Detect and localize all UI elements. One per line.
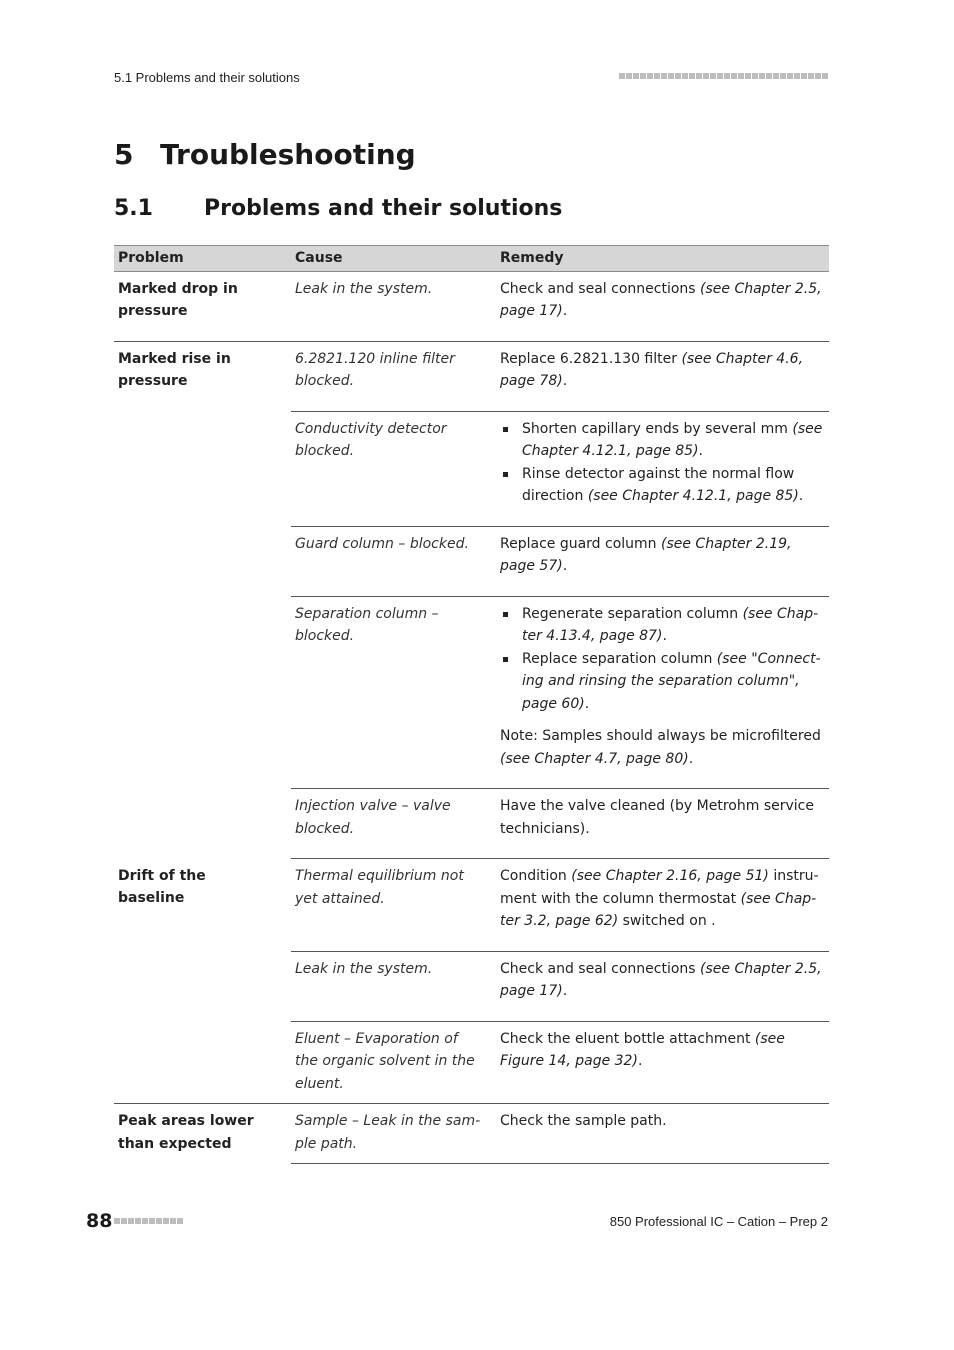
remedy-text: Regenerate separation column bbox=[522, 605, 743, 622]
cause-cell: Guard column – blocked. bbox=[291, 526, 496, 596]
remedy-cell bbox=[496, 411, 829, 526]
remedy-text: Condition bbox=[500, 868, 572, 884]
remedy-note bbox=[500, 725, 825, 770]
cause-cell: Conductivity detector blocked. bbox=[291, 411, 496, 526]
remedy-cell bbox=[496, 596, 829, 789]
remedy-cell bbox=[496, 859, 829, 952]
chapter-number: 5 bbox=[114, 138, 134, 171]
cause-cell: Separation column – blocked. bbox=[291, 596, 496, 789]
remedy-cell bbox=[496, 951, 829, 1021]
list-item bbox=[500, 603, 825, 648]
table-row bbox=[114, 859, 829, 952]
cause-cell: Injection valve – valve blocked. bbox=[291, 789, 496, 859]
cause-cell: Leak in the system. bbox=[291, 951, 496, 1021]
footer-product-name: 850 Professional IC – Cation – Prep 2 bbox=[609, 1214, 828, 1229]
remedy-end: . bbox=[637, 1053, 643, 1069]
problem-text: Drift of the baseline bbox=[118, 867, 206, 906]
problem-cell bbox=[114, 341, 291, 859]
remedy-cell: Have the valve cleaned (by Metrohm service technicians). bbox=[496, 789, 829, 859]
remedy-end: . bbox=[662, 628, 667, 644]
section-number: 5.1 bbox=[114, 196, 153, 221]
remedy-end: . bbox=[562, 558, 568, 574]
footer-decorative-squares bbox=[114, 1218, 183, 1224]
chapter-reference: (see Chapter 2.19, page 57) bbox=[500, 535, 792, 574]
remedy-end: . bbox=[584, 695, 590, 712]
chapter-reference: (see Chapter 2.16, page 51) bbox=[571, 868, 769, 884]
remedy-text: Replace separation column bbox=[522, 650, 717, 667]
remedy-cell bbox=[496, 1021, 829, 1104]
cause-cell: Eluent – Evaporation of the organic solvent in the eluent. bbox=[291, 1021, 496, 1104]
remedy-text: Replace 6.2821.130 filter bbox=[500, 350, 682, 367]
remedy-text: Rinse detector against the normal flow direction bbox=[522, 465, 795, 504]
remedy-cell bbox=[496, 271, 829, 341]
cause-cell: Thermal equilibrium not yet attained. bbox=[291, 859, 496, 952]
chapter-reference: (see Chapter 4.6, page 78) bbox=[500, 350, 804, 389]
running-header-title: 5.1 Problems and their solutions bbox=[114, 70, 300, 85]
remedy-end: . bbox=[562, 303, 568, 319]
remedy-cell bbox=[496, 341, 829, 411]
list-item bbox=[500, 648, 825, 716]
problem-cell: Marked drop in pressure bbox=[114, 271, 291, 341]
header-cause: Cause bbox=[291, 246, 496, 272]
problem-cell: Peak areas lower than expected bbox=[118, 1113, 254, 1152]
remedy-text: Check the eluent bottle attachment bbox=[500, 1030, 755, 1047]
header-decorative-squares bbox=[619, 73, 828, 79]
chapter-reference: (see Chapter 4.13.4, page 87) bbox=[522, 605, 819, 644]
section-title: Problems and their solutions bbox=[204, 196, 563, 221]
cause-cell: 6.2821.120 inline filter blocked. bbox=[291, 341, 496, 411]
chapter-reference: (see Chapter 2.5, page 17) bbox=[500, 960, 822, 999]
remedy-list bbox=[500, 603, 825, 716]
remedy-cell: Check the sample path. bbox=[496, 1104, 829, 1164]
table-row bbox=[114, 271, 829, 341]
remedy-list bbox=[500, 418, 825, 508]
chapter-title: Troubleshooting bbox=[160, 138, 416, 171]
remedy-text: Check and seal connections bbox=[500, 960, 701, 977]
remedy-text: Replace guard column bbox=[500, 535, 661, 552]
chapter-heading bbox=[114, 138, 416, 171]
chapter-reference: (see Chapter 3.2, page 62) bbox=[500, 890, 817, 929]
remedy-text: Shorten capillary ends by several mm bbox=[522, 420, 793, 437]
chapter-reference: (see Figure 14, page 32) bbox=[500, 1030, 785, 1069]
troubleshooting-table bbox=[114, 245, 829, 1164]
note-end: . bbox=[688, 750, 694, 767]
remedy-end: . bbox=[698, 443, 703, 459]
remedy-cell bbox=[496, 526, 829, 596]
remedy-text: Check and seal connections bbox=[500, 280, 701, 297]
cause-cell: Sample – Leak in the sample path. bbox=[291, 1104, 496, 1164]
problem-cell bbox=[114, 859, 291, 1104]
chapter-reference: (see Chapter 4.12.1, page 85) bbox=[587, 488, 799, 504]
chapter-reference: (see Chapter 2.5, page 17) bbox=[500, 280, 822, 319]
problem-text: Marked rise in pressure bbox=[118, 350, 231, 389]
chapter-reference: (see Chapter 4.12.1, page 85) bbox=[522, 420, 823, 459]
remedy-end: . bbox=[798, 488, 804, 504]
cause-cell: Leak in the system. bbox=[291, 271, 496, 341]
header-remedy: Remedy bbox=[496, 246, 829, 272]
chapter-reference: (see Chapter 4.7, page 80) bbox=[500, 750, 689, 767]
note-text: Note: Samples should always be microfiltered bbox=[500, 728, 821, 744]
table-header-row bbox=[114, 246, 829, 272]
list-item bbox=[500, 463, 825, 508]
chapter-reference: (see "Connecting and rinsing the separation column", page 60) bbox=[522, 650, 821, 712]
section-heading bbox=[114, 196, 562, 221]
remedy-end: . bbox=[562, 983, 568, 999]
page-number: 88 bbox=[86, 1210, 113, 1232]
remedy-text: instrument with the column thermostat bbox=[500, 868, 819, 907]
list-item bbox=[500, 418, 825, 463]
remedy-text: switched on . bbox=[618, 913, 716, 929]
table-row bbox=[114, 341, 829, 411]
header-problem: Problem bbox=[114, 246, 291, 272]
remedy-end: . bbox=[562, 373, 568, 389]
table-row bbox=[114, 1104, 829, 1164]
